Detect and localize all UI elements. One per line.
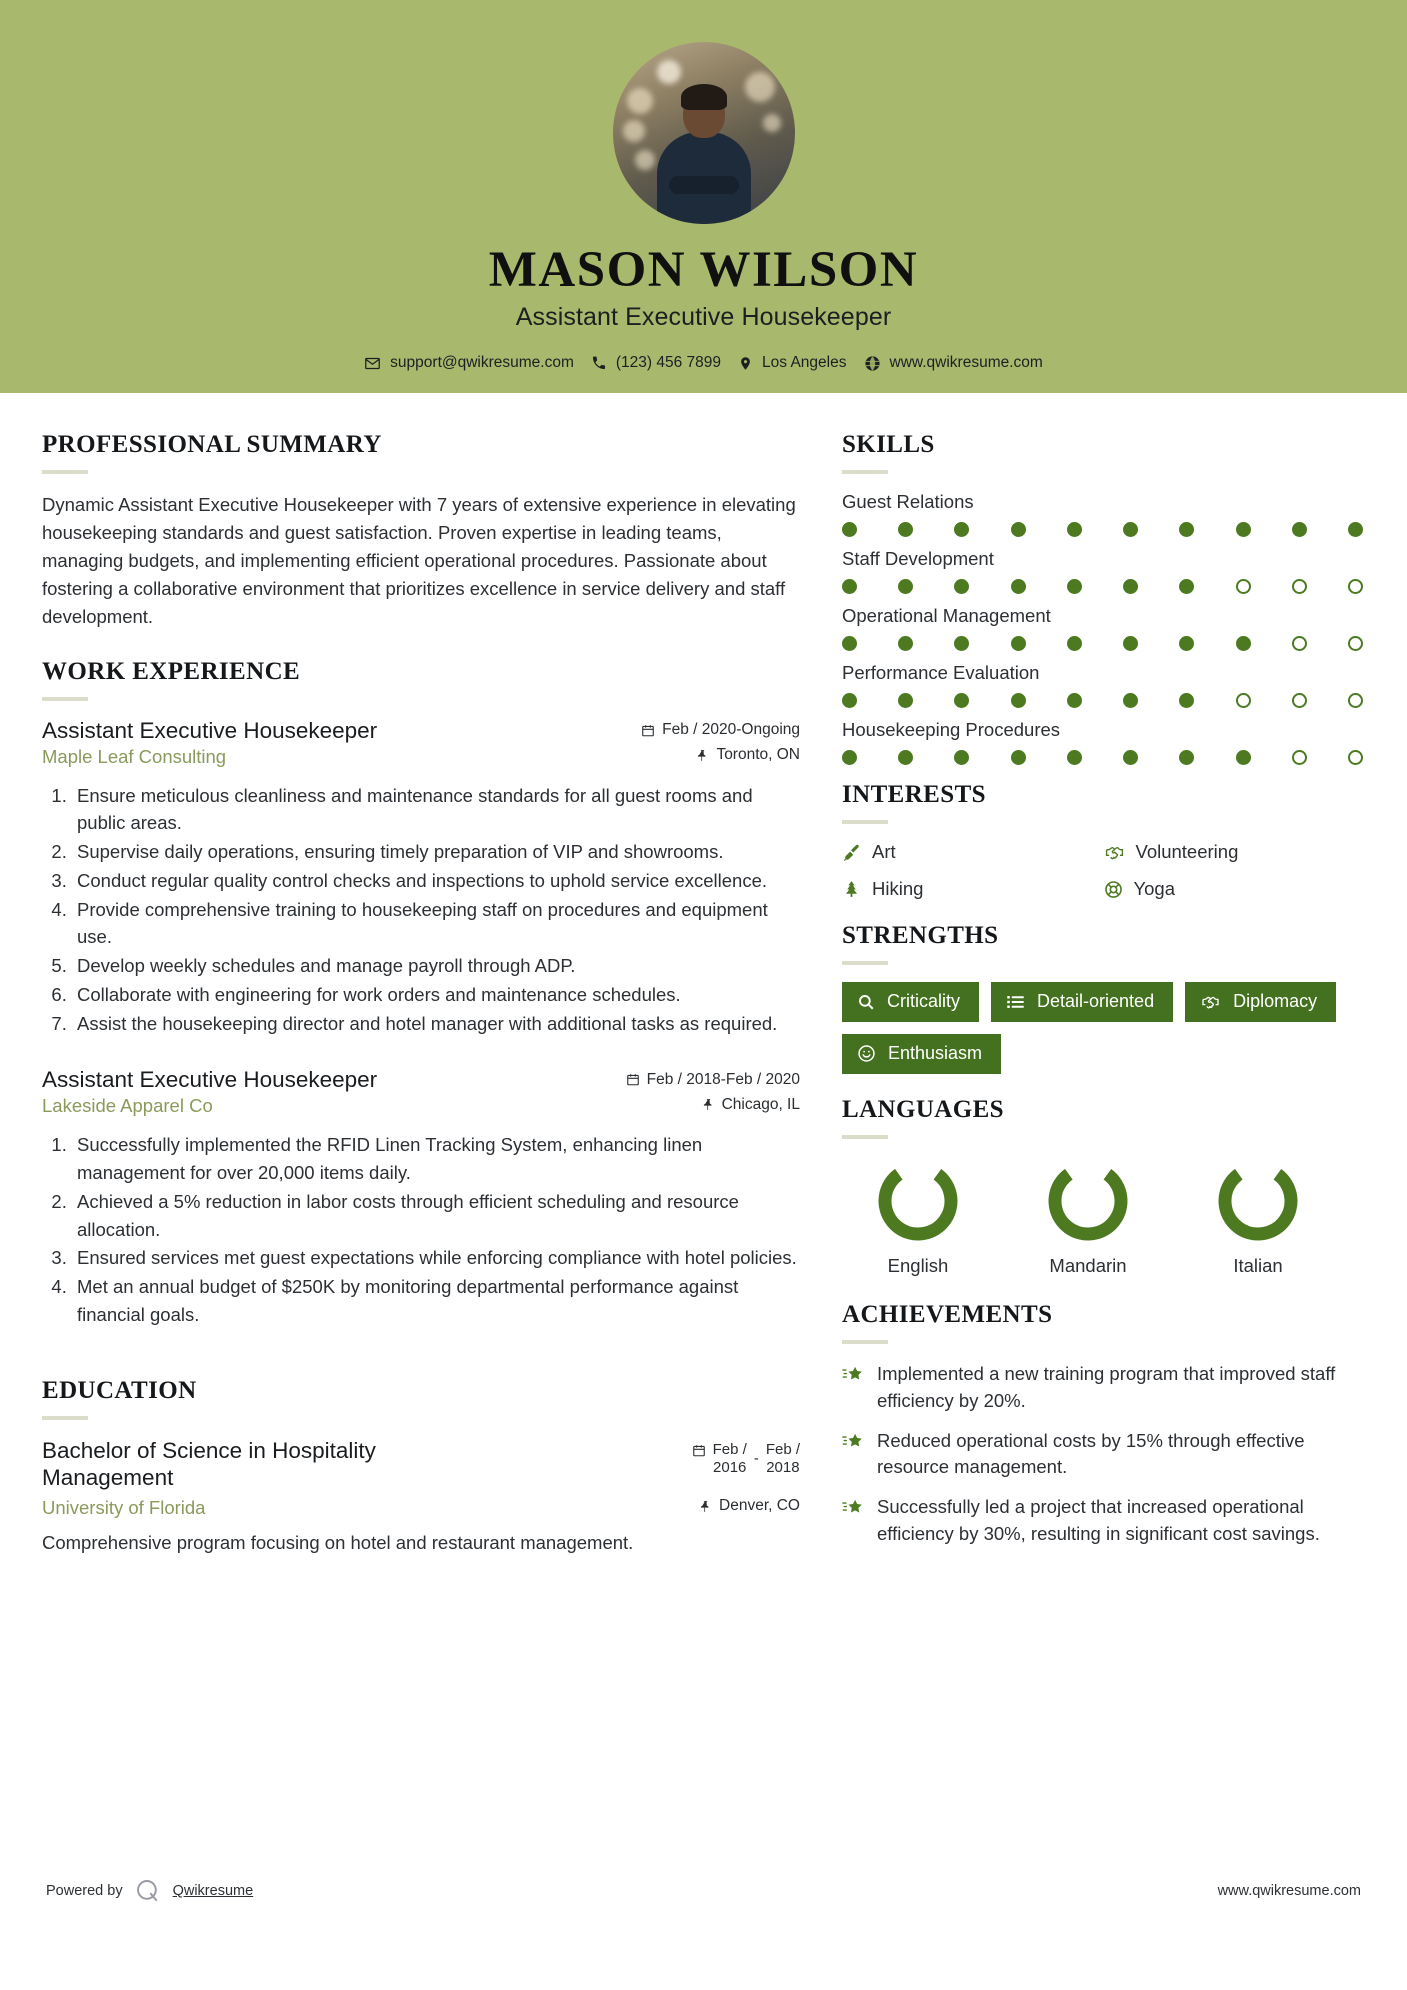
- work-entry: [42, 718, 800, 1038]
- rating-dot: [1011, 522, 1026, 537]
- rating-dot: [898, 636, 913, 651]
- rating-dot: [898, 750, 913, 765]
- star-icon: [842, 1428, 864, 1452]
- section-title-summary: PROFESSIONAL SUMMARY: [42, 431, 382, 458]
- rating-dot: [1348, 693, 1363, 708]
- resume-body: [0, 393, 1407, 1561]
- job-company: Lakeside Apparel Co: [42, 1095, 213, 1117]
- section-divider: [842, 1340, 888, 1344]
- section-education: [42, 1377, 800, 1557]
- section-divider: [842, 1135, 888, 1139]
- strength-label: Enthusiasm: [888, 1043, 983, 1063]
- section-divider: [42, 470, 88, 474]
- calendar-icon: [692, 1443, 706, 1458]
- bullet-item: 2. Achieved a 5% reduction in labor costs through efficient scheduling and resource allocation.: [72, 1188, 800, 1244]
- rating-dot: [1123, 636, 1138, 651]
- page-footer: [0, 1878, 1407, 1904]
- contact-website[interactable]: [864, 354, 1043, 372]
- education-start-year: 2016: [713, 1458, 747, 1476]
- rating-dot: [1179, 636, 1194, 651]
- languages-list: [842, 1156, 1365, 1277]
- language-item: [1182, 1156, 1334, 1277]
- rating-dot: [1011, 693, 1026, 708]
- rating-dot: [954, 636, 969, 651]
- avatar: [613, 42, 795, 224]
- section-achievements: [842, 1301, 1365, 1548]
- rating-dot: [898, 522, 913, 537]
- interest-label: Hiking: [872, 878, 924, 899]
- section-work-experience: [42, 658, 800, 1329]
- pin-icon: [702, 1097, 715, 1112]
- interest-item: [842, 878, 1104, 900]
- right-column: [842, 393, 1365, 1561]
- skill-rating: [842, 522, 1365, 537]
- interest-label: Volunteering: [1135, 841, 1239, 862]
- globe-icon: [864, 355, 881, 372]
- rating-dot: [954, 693, 969, 708]
- rating-dot: [1236, 522, 1251, 537]
- bullet-item: 1. Successfully implemented the RFID Linen Tracking System, enhancing linen management for over 20,000 items daily.: [72, 1131, 800, 1187]
- skill-item: [842, 662, 1365, 708]
- education-entry: [42, 1437, 800, 1557]
- interest-item: [1104, 878, 1366, 900]
- page-title: MASON WILSON: [488, 242, 919, 298]
- section-title-skills: SKILLS: [842, 431, 935, 458]
- contact-phone-text: (123) 456 7899: [615, 354, 722, 372]
- job-dates: [641, 721, 800, 739]
- star-icon: [842, 1494, 864, 1518]
- rating-dot: [1236, 750, 1251, 765]
- rating-dot: [898, 579, 913, 594]
- list-icon: [1006, 993, 1025, 1011]
- job-bullets: [42, 782, 800, 1038]
- section-interests: [842, 781, 1365, 900]
- interest-item: [842, 841, 1104, 863]
- smiley-icon: [857, 1044, 876, 1063]
- interest-item: [1104, 841, 1366, 863]
- rating-dot: [1179, 750, 1194, 765]
- job-dates-text: Feb / 2018-Feb / 2020: [646, 1070, 800, 1088]
- skill-label: Performance Evaluation: [842, 662, 1040, 683]
- section-divider: [842, 820, 888, 824]
- strength-label: Detail-oriented: [1037, 991, 1155, 1011]
- bullet-item: 1. Ensure meticulous cleanliness and maintenance standards for all guest rooms and public areas.: [72, 782, 800, 838]
- rating-dot: [1067, 750, 1082, 765]
- rating-dot: [842, 750, 857, 765]
- paintbrush-icon: [842, 843, 861, 862]
- education-end-month: Feb /: [765, 1440, 800, 1458]
- contact-email-text: support@qwikresume.com: [390, 354, 574, 372]
- rating-dot: [954, 750, 969, 765]
- skills-list: [842, 491, 1365, 765]
- skill-label: Housekeeping Procedures: [842, 719, 1061, 740]
- job-location-text: Toronto, ON: [716, 746, 800, 764]
- section-divider: [42, 1416, 88, 1420]
- job-bullets: [42, 1131, 800, 1328]
- bullet-item: 4. Met an annual budget of $250K by monitoring departmental performance against financial goals.: [72, 1273, 800, 1329]
- rating-dot: [954, 522, 969, 537]
- rating-dot: [1348, 750, 1363, 765]
- job-location-text: Chicago, IL: [721, 1095, 800, 1113]
- rating-dot: [1123, 579, 1138, 594]
- language-label: Italian: [1233, 1255, 1283, 1276]
- rating-dot: [1067, 579, 1082, 594]
- strength-chip-criticality[interactable]: [842, 982, 979, 1022]
- bullet-item: 7. Assist the housekeeping director and hotel manager with additional tasks as required.: [72, 1010, 800, 1038]
- rating-dot: [842, 693, 857, 708]
- rating-dot: [1236, 579, 1251, 594]
- education-date-separator: -: [753, 1449, 759, 1467]
- work-entry: [42, 1067, 800, 1328]
- star-icon: [842, 1361, 864, 1385]
- section-divider: [842, 470, 888, 474]
- skill-item: [842, 719, 1365, 765]
- strength-label: Criticality: [887, 991, 961, 1011]
- summary-text: Dynamic Assistant Executive Housekeeper with 7 years of extensive experience in elevating housekeeping standards and guest satisfaction. Proven expertise in leading teams, managing budgets, and implementing efficient operational procedures. Passionate about fostering a collaborative environment that prioritizes excellence in service delivery and staff development.: [42, 494, 796, 628]
- rating-dot: [1123, 750, 1138, 765]
- rating-dot: [1011, 750, 1026, 765]
- achievement-text: Implemented a new training program that improved staff efficiency by 20%.: [877, 1363, 1336, 1411]
- map-pin-icon: [738, 355, 753, 372]
- pin-icon: [699, 1499, 712, 1514]
- section-title-languages: LANGUAGES: [842, 1096, 1004, 1123]
- contact-bar: [0, 354, 1407, 372]
- rating-dot: [1236, 693, 1251, 708]
- contact-location-text: Los Angeles: [762, 354, 847, 372]
- education-location-text: Denver, CO: [719, 1497, 800, 1515]
- bullet-item: 2. Supervise daily operations, ensuring timely preparation of VIP and showrooms.: [72, 838, 800, 866]
- achievement-text: Reduced operational costs by 15% through effective resource management.: [877, 1429, 1305, 1478]
- rating-dot: [842, 522, 857, 537]
- rating-dot: [842, 579, 857, 594]
- achievement-item: [842, 1361, 1365, 1415]
- strengths-list: [842, 982, 1365, 1074]
- section-divider: [842, 961, 888, 965]
- skill-item: [842, 548, 1365, 594]
- achievement-item: [842, 1494, 1365, 1548]
- section-title-strengths: STRENGTHS: [842, 922, 999, 949]
- pin-icon: [696, 748, 709, 763]
- language-item: [1012, 1156, 1164, 1277]
- skill-rating: [842, 636, 1365, 651]
- job-dates-text: Feb / 2020-Ongoing: [662, 721, 800, 739]
- language-progress-ring: [1213, 1156, 1303, 1246]
- rating-dot: [1292, 693, 1307, 708]
- section-languages: [842, 1096, 1365, 1277]
- section-title-achievements: ACHIEVEMENTS: [842, 1301, 1053, 1328]
- section-strengths: [842, 922, 1365, 1074]
- qwikresume-brand-link[interactable]: Qwikresume: [172, 1883, 254, 1899]
- job-title: Assistant Executive Housekeeper: [515, 303, 892, 332]
- skill-item: [842, 605, 1365, 651]
- interests-list: [842, 841, 1365, 900]
- rating-dot: [1292, 750, 1307, 765]
- education-degree: Bachelor of Science in Hospitality Management: [42, 1437, 376, 1490]
- rating-dot: [1123, 693, 1138, 708]
- section-title-interests: INTERESTS: [842, 781, 986, 808]
- tree-icon: [842, 879, 861, 899]
- contact-phone[interactable]: [591, 354, 721, 372]
- rating-dot: [898, 693, 913, 708]
- interest-label: Art: [872, 841, 896, 862]
- section-professional-summary: [42, 431, 800, 632]
- strength-chip-diplomacy[interactable]: [1185, 982, 1336, 1022]
- calendar-icon: [641, 723, 655, 738]
- contact-location: [738, 354, 846, 372]
- job-location: [702, 1096, 800, 1114]
- rating-dot: [1292, 579, 1307, 594]
- rating-dot: [1292, 522, 1307, 537]
- strength-label: Diplomacy: [1233, 991, 1318, 1011]
- job-dates: [626, 1071, 800, 1089]
- language-label: Mandarin: [1049, 1255, 1127, 1276]
- education-school: University of Florida: [42, 1496, 206, 1518]
- rating-dot: [1179, 693, 1194, 708]
- rating-dot: [954, 579, 969, 594]
- contact-email[interactable]: [364, 354, 574, 372]
- rating-dot: [1348, 522, 1363, 537]
- job-position: Assistant Executive Housekeeper: [42, 1067, 378, 1093]
- rating-dot: [1011, 579, 1026, 594]
- powered-by-label: Powered by: [46, 1883, 123, 1899]
- rating-dot: [1348, 579, 1363, 594]
- language-label: English: [887, 1255, 949, 1276]
- language-progress-ring: [873, 1156, 963, 1246]
- job-company: Maple Leaf Consulting: [42, 745, 227, 767]
- rating-dot: [1067, 693, 1082, 708]
- envelope-icon: [364, 355, 381, 372]
- footer-website[interactable]: www.qwikresume.com: [1217, 1883, 1361, 1899]
- calendar-icon: [626, 1072, 640, 1087]
- resume-header: [0, 0, 1407, 393]
- bullet-item: 6. Collaborate with engineering for work orders and maintenance schedules.: [72, 981, 800, 1009]
- strength-chip-enthusiasm[interactable]: [842, 1034, 1001, 1074]
- section-divider: [42, 697, 88, 701]
- rating-dot: [1179, 579, 1194, 594]
- education-dates: [692, 1441, 800, 1478]
- bullet-item: 3. Conduct regular quality control checks and inspections to uphold service excellence.: [72, 867, 800, 895]
- rating-dot: [1123, 522, 1138, 537]
- skill-rating: [842, 750, 1365, 765]
- job-location: [696, 746, 800, 764]
- left-column: [42, 393, 842, 1561]
- job-position: Assistant Executive Housekeeper: [42, 717, 378, 743]
- education-end-year: 2018: [766, 1458, 800, 1476]
- language-progress-ring: [1043, 1156, 1133, 1246]
- skill-item: [842, 491, 1365, 537]
- contact-website-text: www.qwikresume.com: [889, 354, 1043, 372]
- section-skills: [842, 431, 1365, 765]
- phone-icon: [591, 355, 607, 371]
- rating-dot: [1067, 522, 1082, 537]
- language-item: [842, 1156, 994, 1277]
- rating-dot: [842, 636, 857, 651]
- achievement-item: [842, 1428, 1365, 1482]
- qwikresume-logo-icon: [135, 1878, 161, 1904]
- handshake-icon: [1104, 843, 1125, 862]
- rating-dot: [1179, 522, 1194, 537]
- skill-rating: [842, 693, 1365, 708]
- rating-dot: [1236, 636, 1251, 651]
- lifebuoy-icon: [1104, 880, 1123, 899]
- handshake-icon: [1200, 993, 1221, 1011]
- skill-label: Operational Management: [842, 605, 1051, 626]
- education-location: [699, 1497, 800, 1515]
- rating-dot: [1067, 636, 1082, 651]
- search-icon: [857, 993, 875, 1011]
- rating-dot: [1348, 636, 1363, 651]
- bullet-item: 3. Ensured services met guest expectations while enforcing compliance with hotel policies.: [72, 1244, 800, 1272]
- skill-label: Staff Development: [842, 548, 994, 569]
- education-start-month: Feb /: [712, 1440, 747, 1458]
- section-title-work: WORK EXPERIENCE: [42, 657, 301, 685]
- rating-dot: [1292, 636, 1307, 651]
- strength-chip-detail-oriented[interactable]: [991, 982, 1173, 1022]
- skill-label: Guest Relations: [842, 491, 974, 512]
- section-title-education: EDUCATION: [42, 1376, 197, 1404]
- achievement-text: Successfully led a project that increased operational efficiency by 30%, resulting in significant cost savings.: [877, 1496, 1320, 1545]
- bullet-item: 4. Provide comprehensive training to housekeeping staff on procedures and equipment use.: [72, 896, 800, 952]
- interest-label: Yoga: [1133, 878, 1176, 899]
- education-description: Comprehensive program focusing on hotel and restaurant management.: [42, 1531, 634, 1553]
- bullet-item: 5. Develop weekly schedules and manage payroll through ADP.: [72, 952, 800, 980]
- rating-dot: [1011, 636, 1026, 651]
- skill-rating: [842, 579, 1365, 594]
